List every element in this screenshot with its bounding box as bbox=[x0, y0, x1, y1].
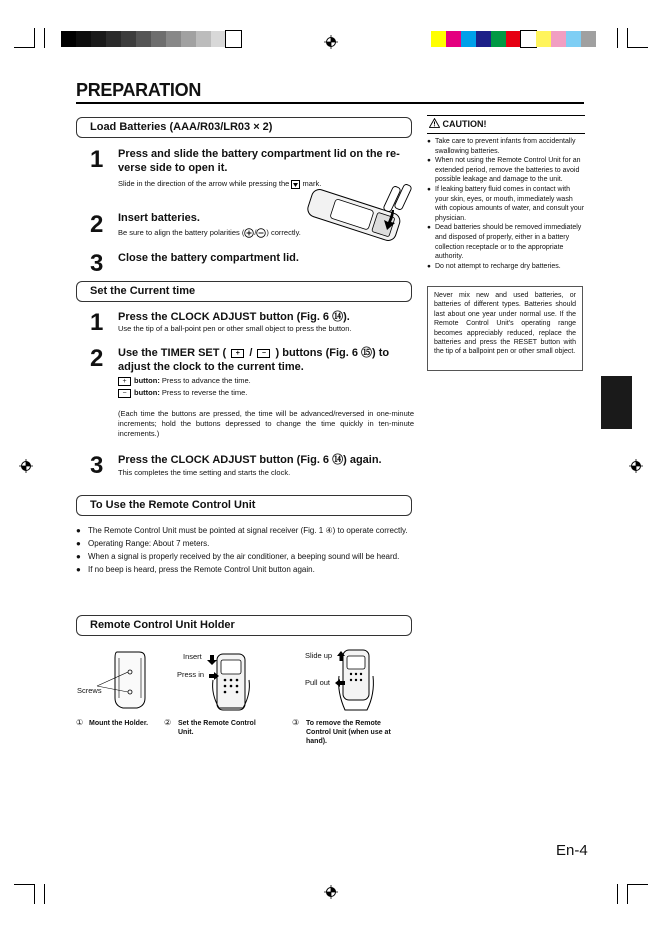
plus-button-desc: + button: Press to advance the time. bbox=[118, 376, 398, 386]
calibration-swatch bbox=[476, 31, 491, 47]
arrow-right-icon bbox=[209, 672, 219, 680]
calibration-swatch bbox=[551, 31, 566, 47]
crop-mark bbox=[14, 47, 34, 48]
label-press-in: Press in bbox=[177, 670, 205, 679]
crop-mark bbox=[628, 47, 648, 48]
gray-calibration-bar bbox=[61, 31, 241, 47]
minus-button-desc: − button: Press to reverse the time. bbox=[118, 388, 398, 398]
page-number: En-4 bbox=[556, 842, 588, 859]
step-title: Press the CLOCK ADJUST button (Fig. 6 ⑭). bbox=[118, 311, 350, 323]
calibration-swatch bbox=[151, 31, 166, 47]
color-calibration-bar bbox=[431, 31, 596, 47]
crop-mark bbox=[628, 884, 648, 885]
step-number: 2 bbox=[90, 345, 104, 372]
label-pull-out: Pull out bbox=[305, 678, 331, 687]
section-heading-load-batteries: Load Batteries (AAA/R03/LR03 × 2) bbox=[76, 117, 412, 138]
step-title-line: Press and slide the battery compartment lid on the re- bbox=[118, 148, 400, 160]
caution-item: ● When not using the Remote Control Unit for an extended period, remove the batteries to avoid possible leakage and damage to the unit. bbox=[427, 156, 585, 185]
press-mark-icon bbox=[291, 180, 300, 189]
battery-note-box: Never mix new and used batteries, or batteries of different types. Batteries should last about one year under normal use. If the Remote Control Unit's operating range becomes appreciably reduced, replace the batteries and press the RESET button with the tip of a ballpoint pen or other small object. bbox=[427, 286, 583, 371]
minus-button-icon: − bbox=[118, 389, 131, 398]
calibration-swatch bbox=[536, 31, 551, 47]
calibration-swatch bbox=[521, 31, 536, 47]
calibration-swatch bbox=[581, 31, 596, 47]
caution-header: CAUTION! bbox=[427, 115, 585, 134]
crop-mark bbox=[617, 28, 618, 48]
step-note: Be sure to align the battery polarities ( / ) correctly. bbox=[118, 228, 301, 237]
step-title: Press the CLOCK ADJUST button (Fig. 6 ⑭) again. bbox=[118, 454, 382, 466]
registration-mark-icon bbox=[324, 35, 338, 49]
list-item: ● If no beep is heard, press the Remote Control Unit button again. bbox=[76, 564, 413, 575]
label-insert: Insert bbox=[183, 652, 202, 661]
caption-number: ② bbox=[164, 718, 172, 727]
step-title bbox=[118, 147, 414, 175]
calibration-swatch bbox=[506, 31, 521, 47]
caution-item: ● Do not attempt to recharge dry batteries. bbox=[427, 262, 585, 272]
calibration-swatch bbox=[121, 31, 136, 47]
step-number: 3 bbox=[90, 452, 104, 479]
step-title: Use the TIMER SET ( + / − ) buttons (Fig. 6 ⑮) to adjust the clock to the current time. bbox=[118, 347, 390, 373]
calibration-swatch bbox=[181, 31, 196, 47]
step-note: Use the tip of a ball-point pen or other small object to press the button. bbox=[118, 324, 352, 333]
caption-remove: To remove the Remote Control Unit (when use at hand). bbox=[306, 720, 391, 745]
calibration-swatch bbox=[566, 31, 581, 47]
caption-number: ③ bbox=[292, 718, 300, 727]
arrow-down-icon bbox=[207, 655, 217, 665]
calibration-swatch bbox=[461, 31, 476, 47]
list-item: ● When a signal is properly received by the air conditioner, a beeping sound will be heard. bbox=[76, 551, 413, 562]
calibration-swatch bbox=[491, 31, 506, 47]
section-heading-holder: Remote Control Unit Holder bbox=[76, 615, 412, 636]
plus-button-icon: + bbox=[231, 349, 244, 358]
warning-triangle-icon bbox=[429, 118, 440, 128]
caution-list bbox=[427, 137, 585, 271]
registration-mark-icon bbox=[19, 459, 33, 473]
crop-mark bbox=[627, 884, 628, 904]
section-heading-use-remote: To Use the Remote Control Unit bbox=[76, 495, 412, 516]
crop-mark bbox=[44, 884, 45, 904]
calibration-swatch bbox=[431, 31, 446, 47]
crop-mark bbox=[617, 884, 618, 904]
crop-mark bbox=[14, 884, 34, 885]
section-heading-set-time: Set the Current time bbox=[76, 281, 412, 302]
arrow-up-icon bbox=[337, 651, 345, 661]
caption-set: Set the Remote Control Unit. bbox=[178, 720, 256, 736]
registration-mark-icon bbox=[629, 459, 643, 473]
list-item: ● The Remote Control Unit must be pointed at signal receiver (Fig. 1 ④) to operate correctly. bbox=[76, 525, 413, 536]
calibration-swatch bbox=[91, 31, 106, 47]
caption-mount: Mount the Holder. bbox=[89, 720, 149, 727]
step-title-line: verse side to open it. bbox=[118, 162, 228, 174]
calibration-swatch bbox=[211, 31, 226, 47]
side-tab bbox=[601, 376, 632, 429]
calibration-swatch bbox=[226, 31, 241, 47]
calibration-swatch bbox=[61, 31, 76, 47]
crop-mark bbox=[34, 884, 35, 904]
crop-mark bbox=[44, 28, 45, 48]
page-title: PREPARATION bbox=[76, 80, 202, 100]
crop-mark bbox=[627, 28, 628, 48]
minus-button-icon: − bbox=[257, 349, 270, 358]
caution-item: ● Dead batteries should be removed immediately and disposed of properly, either in a battery collection receptacle or to the appropriate authority. bbox=[427, 223, 585, 261]
step-number: 1 bbox=[90, 309, 104, 336]
label-slide-up: Slide up bbox=[305, 651, 333, 660]
calibration-swatch bbox=[106, 31, 121, 47]
step-title: Insert batteries. bbox=[118, 212, 200, 224]
title-rule bbox=[76, 102, 584, 104]
label-screws: Screws bbox=[77, 686, 102, 695]
caption-number: ① bbox=[76, 718, 84, 727]
step-title: Close the battery compartment lid. bbox=[118, 252, 299, 264]
calibration-swatch bbox=[166, 31, 181, 47]
calibration-swatch bbox=[196, 31, 211, 47]
calibration-swatch bbox=[136, 31, 151, 47]
arrow-left-icon bbox=[335, 679, 345, 687]
step-note-paren: (Each time the buttons are pressed, the time will be advanced/reversed in one-minute increments; hold the buttons depressed to change the time quickly in ten-minute increments.) bbox=[118, 409, 414, 438]
step-note: This completes the time setting and starts the clock. bbox=[118, 468, 291, 477]
polarity-plus-icon bbox=[244, 228, 254, 238]
caution-item: ● Take care to prevent infants from accidentally swallowing batteries. bbox=[427, 137, 585, 156]
step-number: 2 bbox=[90, 211, 104, 238]
step-number: 1 bbox=[90, 146, 104, 173]
caution-item: ● If leaking battery fluid comes in contact with your skin, eyes, or mouth, immediately wash with copious amounts of water, and consult your physician. bbox=[427, 185, 585, 223]
step-note: Slide in the direction of the arrow while pressing the mark. bbox=[118, 179, 322, 188]
plus-button-icon: + bbox=[118, 377, 131, 386]
registration-mark-icon bbox=[324, 885, 338, 899]
crop-mark bbox=[34, 28, 35, 48]
use-remote-list bbox=[76, 525, 413, 577]
calibration-swatch bbox=[446, 31, 461, 47]
step-number: 3 bbox=[90, 250, 104, 277]
calibration-swatch bbox=[76, 31, 91, 47]
polarity-minus-icon bbox=[256, 228, 266, 238]
list-item: ● Operating Range: About 7 meters. bbox=[76, 538, 413, 549]
